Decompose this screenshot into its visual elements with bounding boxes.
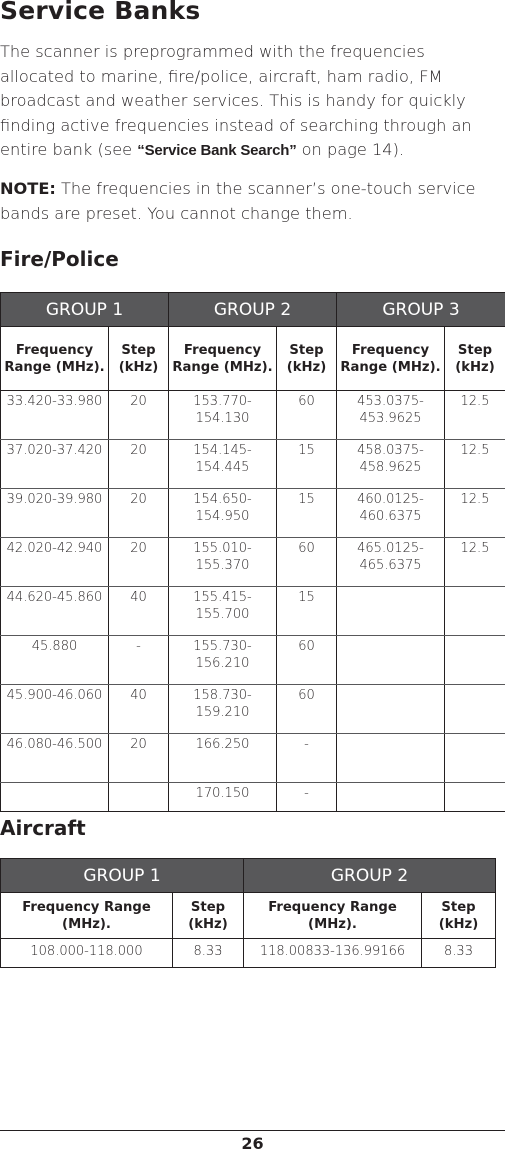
aircraft-table — [0, 858, 496, 968]
table-cell: 158.730-159.210 — [169, 685, 277, 734]
table-cell — [337, 636, 445, 685]
page-number: 26 — [241, 1134, 264, 1153]
table-cell: 45.880 — [1, 636, 109, 685]
table-cell: 8.33 — [173, 939, 244, 968]
table-cell: 166.250 — [169, 734, 277, 783]
note-label: NOTE: — [0, 179, 56, 198]
table-cell: 170.150 — [169, 783, 277, 812]
page-title: Service Banks — [0, 0, 201, 25]
table-cell: 154.650-154.950 — [169, 489, 277, 538]
table-cell — [337, 734, 445, 783]
table-cell: 40 — [109, 685, 169, 734]
table-cell: 42.020-42.940 — [1, 538, 109, 587]
table-cell — [445, 587, 505, 636]
table-cell: 15 — [277, 440, 337, 489]
table-cell: 458.0375-458.9625 — [337, 440, 445, 489]
table-cell: 20 — [109, 391, 169, 440]
table-row — [1, 538, 505, 587]
column-header-step: Step (kHz) — [109, 327, 169, 391]
table-cell: 60 — [277, 538, 337, 587]
fire-police-group-1-header: GROUP 1 — [1, 293, 169, 327]
table-cell: 39.020-39.980 — [1, 489, 109, 538]
table-cell — [445, 636, 505, 685]
table-cell: 12.5 — [445, 391, 505, 440]
column-header-frequency: Frequency Range (MHz). — [1, 327, 109, 391]
aircraft-heading: Aircraft — [0, 816, 86, 840]
table-row — [1, 489, 505, 538]
table-cell: 154.145-154.445 — [169, 440, 277, 489]
table-cell — [337, 685, 445, 734]
fire-police-table — [0, 292, 505, 812]
table-row — [1, 939, 496, 968]
column-header-frequency: Frequency Range (MHz). — [169, 327, 277, 391]
table-cell — [445, 783, 505, 812]
table-cell: 155.415-155.700 — [169, 587, 277, 636]
table-cell — [109, 783, 169, 812]
note-paragraph — [0, 177, 500, 226]
intro-text-end: on page 14). — [296, 140, 405, 159]
table-cell: 44.620-45.860 — [1, 587, 109, 636]
column-header-step: Step (kHz) — [277, 327, 337, 391]
service-bank-search-reference: “Service Bank Search” — [137, 142, 297, 159]
column-header-step: Step (kHz) — [445, 327, 505, 391]
table-cell: 37.020-37.420 — [1, 440, 109, 489]
table-row — [1, 685, 505, 734]
table-cell: 45.900-46.060 — [1, 685, 109, 734]
table-cell: 20 — [109, 538, 169, 587]
aircraft-group-1-header: GROUP 1 — [1, 859, 244, 893]
table-cell: 60 — [277, 636, 337, 685]
table-row — [1, 587, 505, 636]
table-cell: 40 — [109, 587, 169, 636]
table-cell: 155.010-155.370 — [169, 538, 277, 587]
table-cell: 108.000-118.000 — [1, 939, 173, 968]
footer-divider — [0, 1130, 505, 1131]
table-cell — [337, 587, 445, 636]
fire-police-group-3-header: GROUP 3 — [337, 293, 505, 327]
table-cell: 20 — [109, 440, 169, 489]
table-cell — [445, 685, 505, 734]
table-cell: 46.080-46.500 — [1, 734, 109, 783]
table-row — [1, 734, 505, 783]
table-cell: 33.420-33.980 — [1, 391, 109, 440]
table-cell — [1, 783, 109, 812]
table-cell: 465.0125-465.6375 — [337, 538, 445, 587]
table-cell: 153.770-154.130 — [169, 391, 277, 440]
column-header-step: Step (kHz) — [173, 893, 244, 939]
aircraft-group-2-header: GROUP 2 — [244, 859, 496, 893]
column-header-frequency: Frequency Range (MHz). — [337, 327, 445, 391]
table-row — [1, 391, 505, 440]
table-cell: 20 — [109, 734, 169, 783]
note-text: The frequencies in the scanner’s one-touch service bands are preset. You cannot change them. — [0, 179, 476, 223]
table-cell: - — [277, 734, 337, 783]
column-header-frequency: Frequency Range (MHz). — [244, 893, 422, 939]
intro-text: The scanner is preprogrammed with the frequencies allocated to marine, fire/police, aircraft, ham radio, FM broadcast and weather services. This is handy for quickly finding active frequencies instead of searching through an entire bank (see — [0, 42, 472, 159]
table-cell — [445, 734, 505, 783]
table-cell: - — [109, 636, 169, 685]
table-row — [1, 783, 505, 812]
fire-police-group-2-header: GROUP 2 — [169, 293, 337, 327]
table-row — [1, 440, 505, 489]
column-header-frequency: Frequency Range (MHz). — [1, 893, 173, 939]
table-cell: 118.00833-136.99166 — [244, 939, 422, 968]
table-cell: 20 — [109, 489, 169, 538]
table-cell: 12.5 — [445, 489, 505, 538]
table-cell: 15 — [277, 489, 337, 538]
column-header-step: Step (kHz) — [422, 893, 496, 939]
table-cell: 453.0375-453.9625 — [337, 391, 445, 440]
table-cell: - — [277, 783, 337, 812]
table-cell: 60 — [277, 391, 337, 440]
table-cell: 12.5 — [445, 440, 505, 489]
table-cell: 8.33 — [422, 939, 496, 968]
intro-paragraph — [0, 40, 500, 164]
table-row — [1, 636, 505, 685]
table-cell: 460.0125-460.6375 — [337, 489, 445, 538]
table-cell: 12.5 — [445, 538, 505, 587]
table-cell: 155.730-156.210 — [169, 636, 277, 685]
fire-police-heading: Fire/Police — [0, 247, 119, 271]
table-cell: 60 — [277, 685, 337, 734]
table-cell — [337, 783, 445, 812]
table-cell: 15 — [277, 587, 337, 636]
